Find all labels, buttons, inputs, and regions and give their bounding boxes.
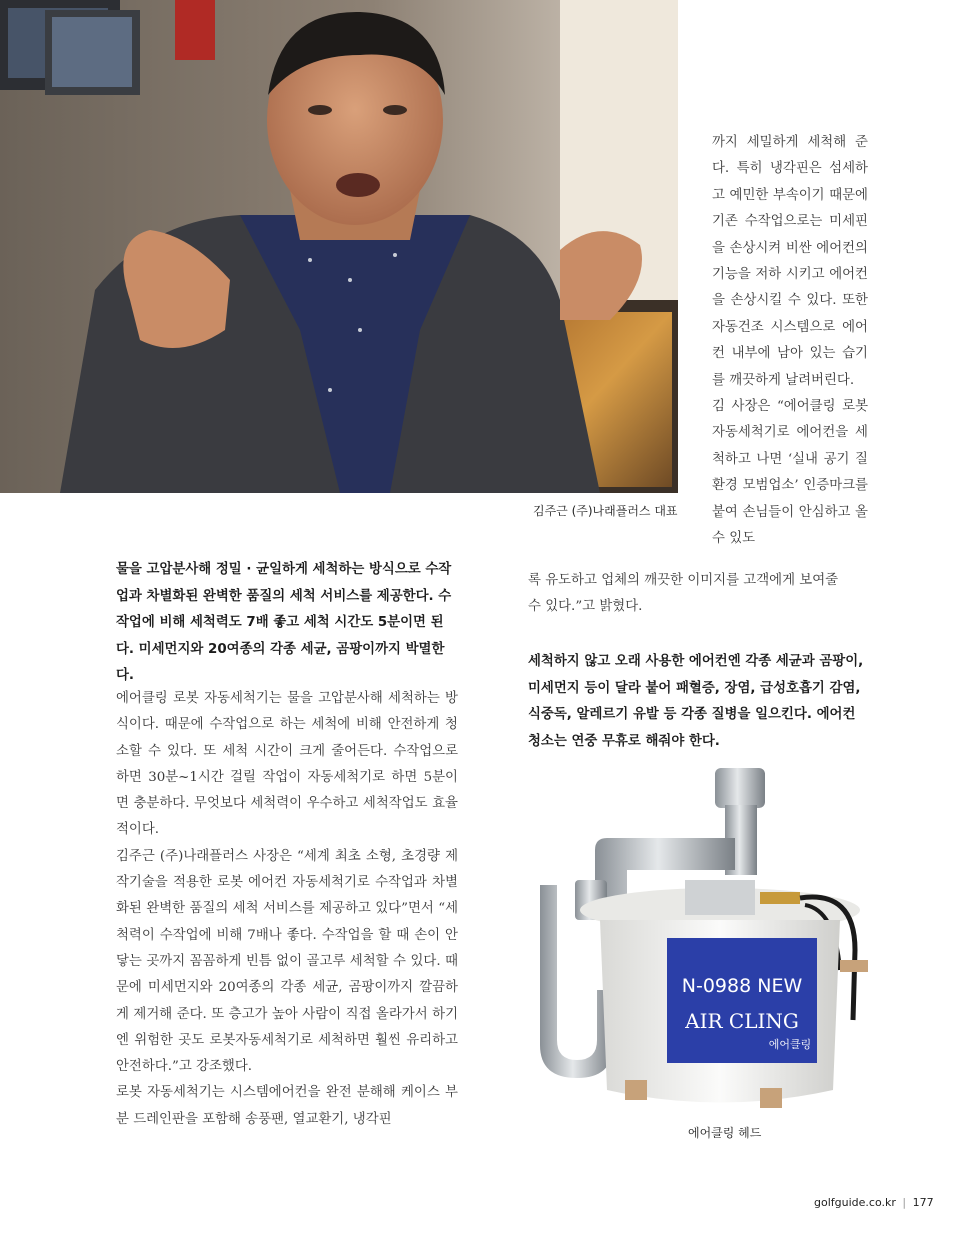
right-column-top xyxy=(712,130,868,553)
interview-photo-illustration xyxy=(0,0,678,493)
page-footer xyxy=(814,1196,934,1209)
paragraph: 로봇 자동세척기는 시스템에어컨을 완전 분해해 케이스 부분 드레인판을 포함해 송풍팬, 열교환기, 냉각핀 xyxy=(116,1085,458,1127)
photo-caption: 김주근 (주)나래플러스 대표 xyxy=(533,504,678,518)
page-number: 177 xyxy=(912,1196,934,1209)
site-url: golfguide.co.kr xyxy=(814,1196,896,1209)
brand-label: AIR CLING xyxy=(685,1009,799,1033)
product-caption: 에어클링 헤드 xyxy=(688,1126,762,1140)
air-cling-head-illustration xyxy=(535,760,870,1122)
paragraph: 김주근 (주)나래플러스 사장은 “세계 최초 소형, 초경량 제작기술을 적용한 로봇 에어컨 자동세척기로 수작업과 차별화된 완벽한 품질의 세척 서비스를 제공하고 있다”면서 “세척력이 수작업에 비해 7배나 좋다. 수작업을 할 때 손이 안닿는 곳까지 꼼꼼하게 빈틈 없이 골고루 세척할 수 있다. 때문에 미세먼지와 20여종의 각종 세균, 곰팡이까지 깔끔하게 제거해 준다. 또 층고가 높아 사람이 직접 올라가서 하기엔 위험한 곳도 로봇자동세척기로 세척하면 훨씬 유리하고 안전하다.”고 강조했다. xyxy=(116,848,458,1075)
interview-photo xyxy=(0,0,678,493)
paragraph: 김 사장은 “에어클링 로봇 자동세척기로 에어컨을 세척하고 나면 ‘실내 공기 질 환경 모범업소’ 인증마크를 붙여 손님들이 안심하고 올 수 있도 xyxy=(712,399,868,547)
brand-korean-label: 에어클링 xyxy=(768,1038,812,1051)
paragraph: 에어클링 로봇 자동세척기는 물을 고압분사해 세척하는 방식이다. 때문에 수작업으로 하는 세척에 비해 안전하게 청소할 수 있다. 또 세척 시간이 크게 줄어든다. 수작업으로 하면 30분~1시간 걸릴 작업이 자동세척기로 하면 5분이면 충분하다. 무엇보다 세척력이 우수하고 세척작업도 효율적이다. xyxy=(116,691,458,838)
body-column-left xyxy=(116,686,458,1133)
paragraph: 까지 세밀하게 세척해 준다. 특히 냉각핀은 섬세하고 예민한 부속이기 때문에 기존 수작업으로는 미세핀을 손상시켜 비싼 에어컨의 기능을 저하 시키고 에어컨을 손상시킬 수 있다. 또한 자동건조 시스템으로 에어컨 내부에 남아 있는 습기를 깨끗하게 날려버린다. xyxy=(712,135,868,388)
product-photo xyxy=(535,760,870,1122)
lead-paragraph-right: 세척하지 않고 오래 사용한 에어컨엔 각종 세균과 곰팡이, 미세먼지 등이 달라 붙어 패혈증, 장염, 급성호흡기 감염, 식중독, 알레르기 유발 등 각종 질병을 일으킨다. 에어컨 청소는 연중 무휴로 해줘야 한다. xyxy=(528,654,864,749)
text-line: 록 유도하고 업체의 깨끗한 이미지를 고객에게 보여줄 xyxy=(528,573,839,588)
model-label: N-0988 NEW xyxy=(681,975,803,997)
footer-separator: | xyxy=(902,1196,907,1209)
text-line: 수 있다.”고 밝혔다. xyxy=(528,599,643,614)
lead-paragraph-left: 물을 고압분사해 정밀 · 균일하게 세척하는 방식으로 수작업과 차별화된 완벽한 품질의 세척 서비스를 제공한다. 수작업에 비해 세척력도 7배 좋고 세척 시간도 5분이면 된다. 미세먼지와 20여종의 각종 세균, 곰팡이까지 박멸한다. xyxy=(116,562,452,684)
